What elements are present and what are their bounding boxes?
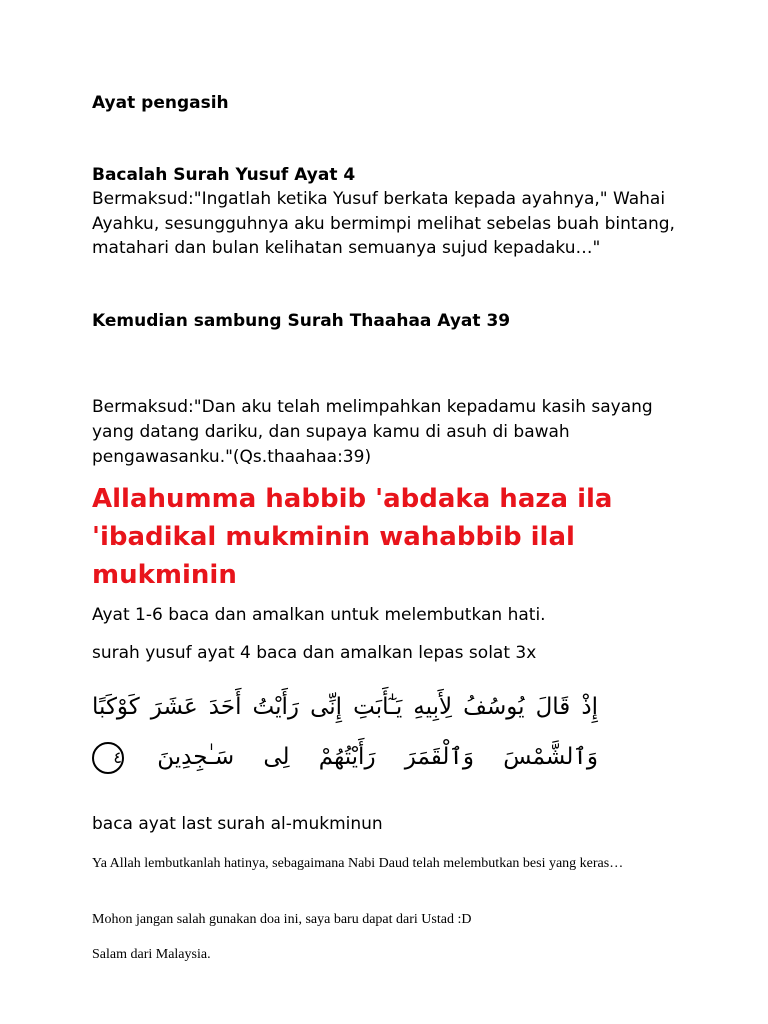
ayah-number-marker: ٤: [92, 742, 124, 774]
heading-surah-thaahaa: Kemudian sambung Surah Thaahaa Ayat 39: [92, 311, 511, 331]
meaning-surah-yusuf: Bermaksud:"Ingatlah ketika Yusuf berkata kepada ayahnya," Wahai Ayahku, sesungguhnya aku bermimpi melihat sebelas buah bintang, matahari dan bulan kelihatan semuanya sujud kepadaku…": [92, 189, 675, 258]
arabic-verse-text: إِذْ قَالَ يُوسُفُ لِأَبِيهِ يَـٰٓأَبَتِ إِنِّى رَأَيْتُ أَحَدَ عَشَرَ كَوْكَبًا وَٱلشَّمْسَ وَٱلْقَمَرَ رَأَيْتُهُمْ لِى سَـٰجِدِينَ: [92, 694, 599, 770]
footer-line-greeting: Salam dari Malaysia.: [92, 947, 211, 962]
heading-surah-yusuf: Bacalah Surah Yusuf Ayat 4: [92, 165, 356, 185]
meaning-surah-thaahaa: Bermaksud:"Dan aku telah melimpahkan kepadamu kasih sayang yang datang dariku, dan supaya kamu di asuh di bawah pengawasanku."(Qs.thaahaa:39): [92, 397, 653, 467]
footer-line-softening-prayer: Ya Allah lembutkanlah hatinya, sebagaimana Nabi Daud telah melembutkan besi yang keras…: [92, 856, 624, 871]
heading-surah-mukminun: baca ayat last surah al-mukminun: [92, 814, 383, 834]
note-ayat-1-6: Ayat 1-6 baca dan amalkan untuk melembutkan hati.: [92, 605, 546, 625]
prayer-text: Allahumma habbib 'abdaka haza ila 'ibadikal mukminin wahabbib ilal mukminin: [92, 484, 613, 590]
arabic-verse: [92, 682, 598, 782]
note-yusuf-ayat-4: surah yusuf ayat 4 baca dan amalkan lepas solat 3x: [92, 643, 537, 663]
footer-line-warning: Mohon jangan salah gunakan doa ini, saya baru dapat dari Ustad :D: [92, 912, 472, 927]
document-title: Ayat pengasih: [92, 93, 229, 113]
